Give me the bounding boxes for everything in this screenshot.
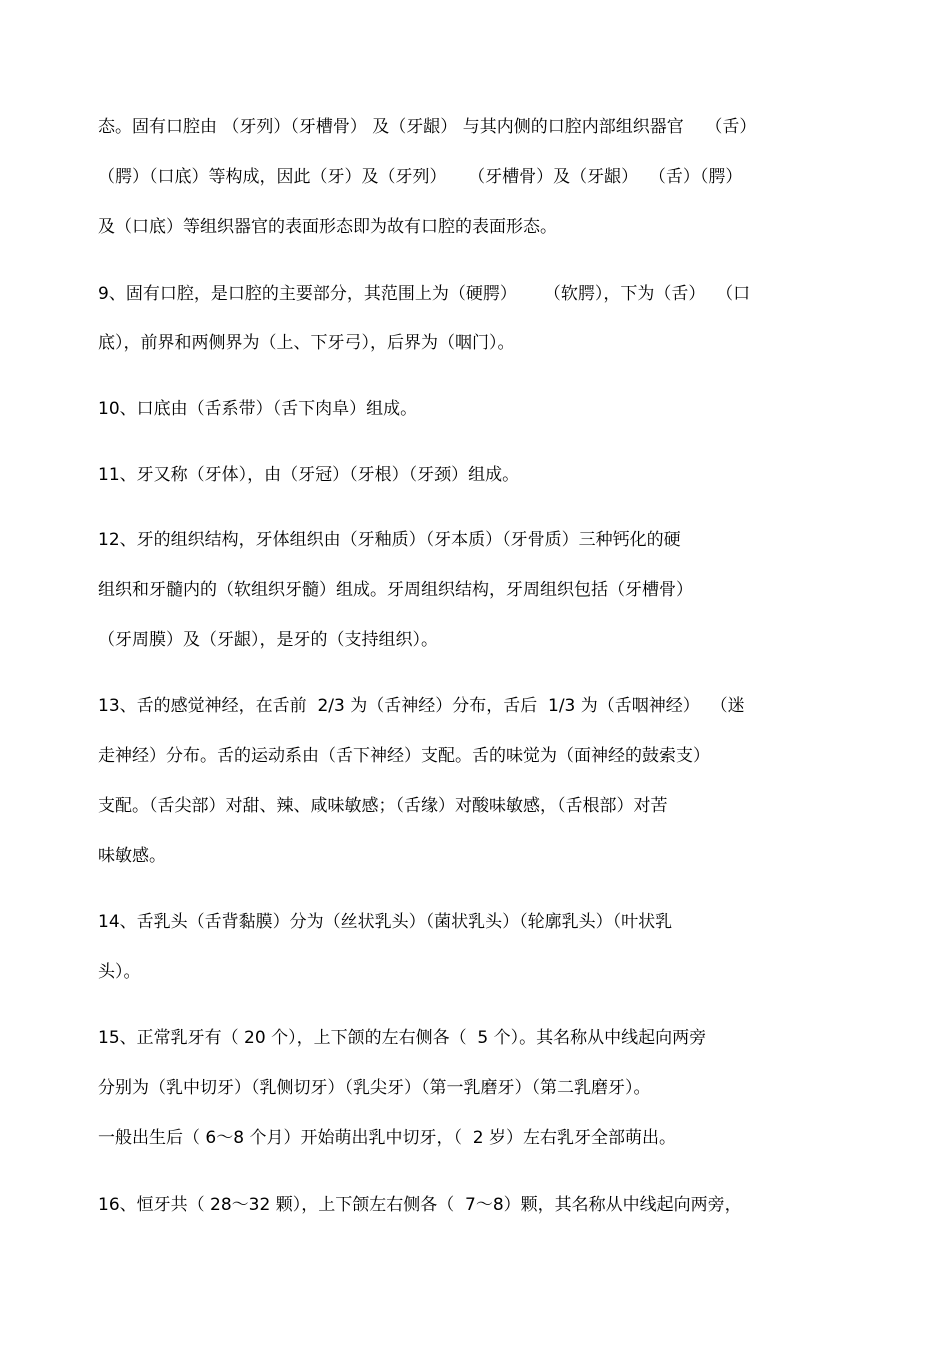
text-line: 14、舌乳头（舌背黏膜）分为（丝状乳头）（菌状乳头）（轮廓乳头）（叶状乳	[98, 912, 673, 932]
text-line: 12、牙的组织结构，牙体组织由（牙釉质）（牙本质）（牙骨质）三种钙化的硬	[98, 530, 681, 550]
text-line: 10、口底由（舌系带）（舌下肉阜）组成。	[98, 399, 418, 419]
text-line: （腭）（口底）等构成，因此（牙）及（牙列） （牙槽骨）及（牙龈） （舌）（腭）	[98, 167, 743, 187]
text-line: 一般出生后（ 6～8 个月）开始萌出乳中切牙，（ 2 岁）左右乳牙全部萌出。	[98, 1128, 676, 1148]
text-line: （牙周膜）及（牙龈），是牙的（支持组织）。	[98, 630, 438, 650]
text-line: 及（口底）等组织器官的表面形态即为故有口腔的表面形态。	[98, 217, 557, 237]
text-line: 16、恒牙共（ 28～32 颗），上下颌左右侧各（ 7～8）颗，其名称从中线起向两旁，	[98, 1195, 742, 1215]
text-line: 底），前界和两侧界为（上、下牙弓），后界为（咽门）。	[98, 333, 515, 353]
text-line: 支配。（舌尖部）对甜、辣、咸味敏感；（舌缘）对酸味敏感，（舌根部）对苦	[98, 796, 668, 816]
text-line: 组织和牙髓内的（软组织牙髓）组成。牙周组织结构，牙周组织包括（牙槽骨）	[98, 580, 693, 600]
text-line: 15、正常乳牙有（ 20 个），上下颌的左右侧各（ 5 个）。其名称从中线起向两旁	[98, 1028, 707, 1048]
text-line: 9、固有口腔，是口腔的主要部分，其范围上为（硬腭） （软腭），下为（舌） （口	[98, 284, 751, 304]
text-line: 分别为（乳中切牙）（乳侧切牙）（乳尖牙）（第一乳磨牙）（第二乳磨牙）。	[98, 1078, 651, 1098]
text-line: 13、舌的感觉神经，在舌前 2/3 为（舌神经）分布，舌后 1/3 为（舌咽神经） （迷	[98, 696, 745, 716]
text-line: 走神经）分布。舌的运动系由（舌下神经）支配。舌的味觉为（面神经的鼓索支）	[98, 746, 710, 766]
text-line: 头）。	[98, 962, 141, 982]
text-line: 味敏感。	[98, 846, 166, 866]
text-line: 11、牙又称（牙体），由（牙冠）（牙根）（牙颈）组成。	[98, 465, 520, 485]
text-line: 态。固有口腔由 （牙列）（牙槽骨） 及（牙龈） 与其内侧的口腔内部组织器官 （舌）	[98, 117, 757, 137]
